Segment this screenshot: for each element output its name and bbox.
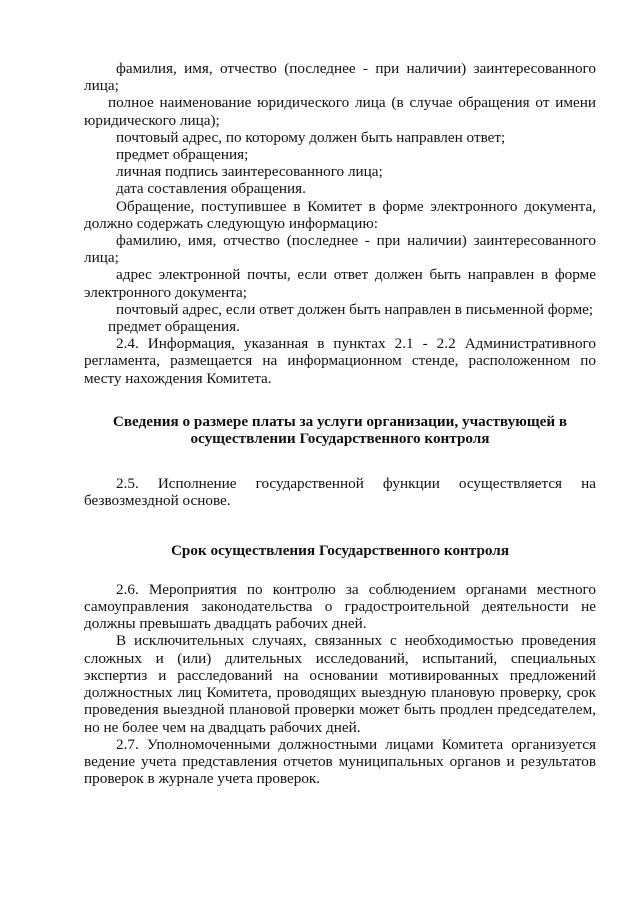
paragraph-postal-address: почтовый адрес, по которому должен быть направлен ответ; bbox=[116, 128, 506, 146]
paragraph-2-5-first-line bbox=[84, 475, 596, 492]
paragraph-2-5-word: функции bbox=[382, 475, 440, 493]
paragraph-date: дата составления обращения. bbox=[116, 180, 306, 198]
paragraph-2-4: 2.4. Информация, указанная в пунктах 2.1 - 2.2 Административного регламента, размещается на информационном стенде, расположенном по месту нахождения Комитета. bbox=[84, 335, 596, 387]
paragraph-2-6: 2.6. Мероприятия по контролю за соблюдением органами местного самоуправления законодательства о градостроительной деятельности не должны превышать двадцать рабочих дней. bbox=[84, 580, 596, 633]
heading-term: Срок осуществления Государственного контроля bbox=[170, 541, 510, 559]
document-page bbox=[84, 60, 596, 787]
paragraph-legal-entity-name: полное наименование юридического лица (в случае обращения от имени юридического лица); bbox=[84, 94, 596, 129]
paragraph-electronic-subject: предмет обращения. bbox=[108, 318, 240, 336]
heading-fee-line-1: Сведения о размере платы за услуги организации, участвующей в bbox=[112, 412, 568, 430]
paragraph-subject: предмет обращения; bbox=[116, 146, 249, 164]
paragraph-2-5-word: государственной bbox=[255, 475, 364, 493]
paragraph-2-5-word: на bbox=[581, 475, 596, 493]
paragraph-electronic-applicant-name: фамилию, имя, отчество (последнее - при наличии) заинтересованного лица; bbox=[84, 232, 596, 267]
paragraph-signature: личная подпись заинтересованного лица; bbox=[116, 163, 383, 181]
paragraph-2-5-continuation: безвозмездной основе. bbox=[84, 492, 231, 510]
paragraph-exceptional-cases: В исключительных случаях, связанных с необходимостью проведения сложных и (или) длительных исследований, испытаний, специальных экспертиз и расследований на основании мотивированных предложений должностных лиц Комитета, проводящих выездную плановую проверку, срок проведения выездной плановой проверки может быть продлен председателем, но не более чем на двадцать рабочих дней. bbox=[84, 632, 596, 736]
paragraph-2-5-word: 2.5. bbox=[116, 475, 139, 493]
paragraph-2-5-word: осуществляется bbox=[458, 475, 563, 493]
paragraph-2-5-word: Исполнение bbox=[157, 475, 237, 493]
heading-fee-line-2: осуществлении Государственного контроля bbox=[190, 430, 490, 448]
paragraph-applicant-name: фамилия, имя, отчество (последнее - при наличии) заинтересованного лица; bbox=[84, 60, 596, 95]
paragraph-electronic-postal-address: почтовый адрес, если ответ должен быть направлен в письменной форме; bbox=[116, 300, 594, 318]
paragraph-2-7: 2.7. Уполномоченными должностными лицами Комитета организуется ведение учета представления отчетов муниципальных органов и результатов проверок в журнале учета проверок. bbox=[84, 735, 596, 788]
paragraph-email-address: адрес электронной почты, если ответ должен быть направлен в форме электронного документа; bbox=[84, 266, 596, 301]
paragraph-electronic-request: Обращение, поступившее в Комитет в форме электронного документа, должно содержать следующую информацию: bbox=[84, 197, 596, 232]
